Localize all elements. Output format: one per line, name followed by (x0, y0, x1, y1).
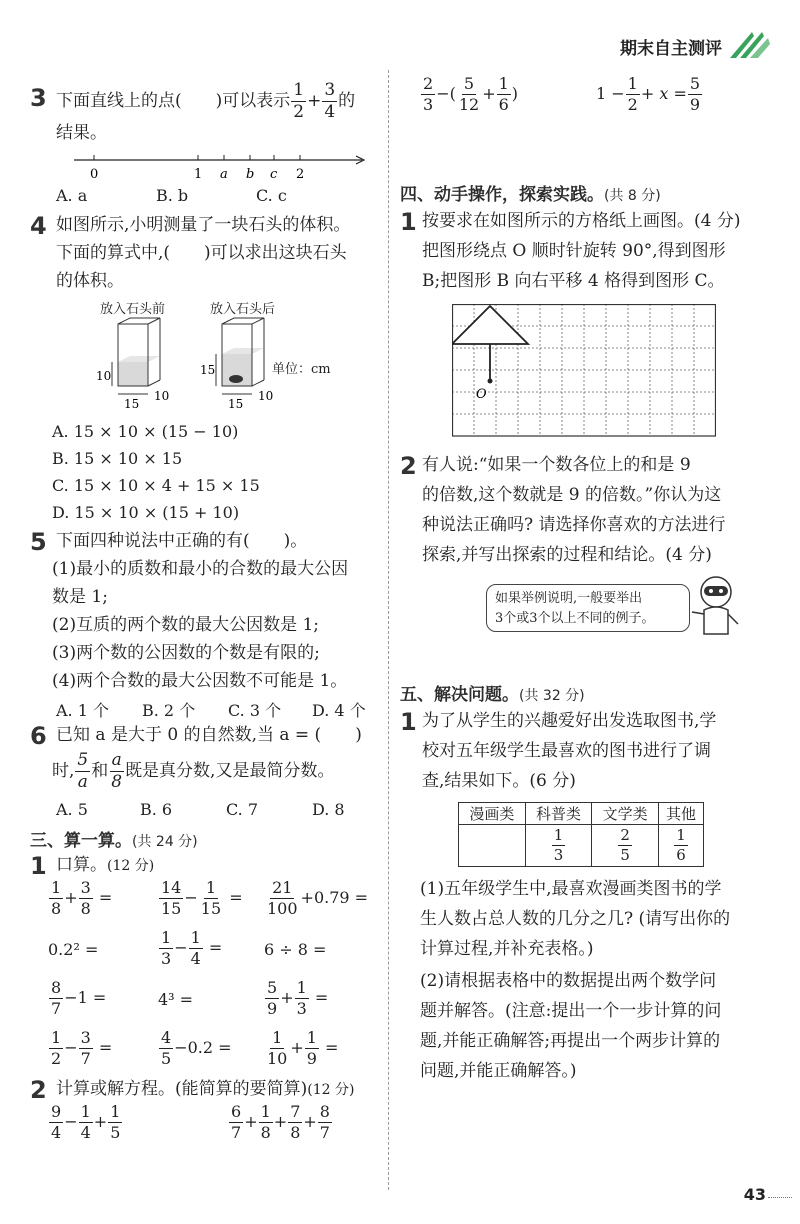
q5-line-3: 数是 1; (52, 587, 108, 607)
q5-option-a: A. 1 个 (56, 701, 109, 720)
after-label: 放入石头后 (210, 302, 276, 317)
q4-option-d: D. 15 × 10 × (15 + 10) (52, 503, 240, 522)
q6-line-2: 时, $\frac{5}{a}$ 和 $\frac{a}{8}$ 既是真分数,又是最简分数。 (52, 750, 335, 792)
q4-option-a: A. 15 × 10 × (15 − 10) (52, 422, 239, 441)
q5-line-2: (1)最小的质数和最小的合数的最大公因 (52, 559, 349, 579)
q5-option-d: D. 4 个 (312, 701, 366, 720)
s5q1-line-1: 为了从学生的兴趣爱好出发选取图书,学 (422, 711, 717, 731)
s5q1-sub-4: (2)请根据表格中的数据提出两个数学问 (420, 971, 717, 991)
s5q1-number: 1 (400, 708, 417, 736)
calc-r4c2: $\frac{4}{5}$ −0.2 = (161, 1028, 232, 1068)
before-depth: 10 (154, 389, 170, 403)
page-header-title: 期末自主测评 (620, 39, 722, 59)
s4q2-line-4: 探索,并写出探索的过程和结论。(4 分) (422, 545, 712, 565)
q6-option-a: A. 5 (56, 800, 88, 819)
s3q1-number: 1 (30, 852, 47, 880)
container-before (96, 318, 169, 411)
s4q1-line-1: 按要求在如图所示的方格纸上画图。(4 分) (422, 211, 741, 231)
tick-0: 0 (90, 167, 99, 182)
table-cell: $\frac{2}{5}$ (592, 825, 659, 867)
q5-option-b: B. 2 个 (142, 701, 196, 720)
q5-number: 5 (30, 528, 47, 556)
robot-mascot-icon (690, 572, 746, 638)
tick-2: 2 (296, 167, 305, 182)
s5q1-line-3: 查,结果如下。(6 分) (422, 771, 576, 791)
header-logo-icon (728, 26, 772, 60)
calc-r3c2: 4³ = (158, 990, 194, 1009)
q6-option-c: C. 7 (226, 800, 259, 819)
after-depth: 10 (258, 389, 274, 403)
table-cell-comic-blank[interactable] (459, 825, 526, 867)
q6-option-d: D. 8 (312, 800, 345, 819)
q3-number: 3 (30, 84, 47, 112)
simp-e4: 1 − $\frac{1}{2}$ + x = $\frac{5}{9}$ (596, 74, 701, 114)
hint-line-2: 3个或3个以上不同的例子。 (495, 611, 655, 626)
q5-line-6: (4)两个合数的最大公因数不可能是 1。 (52, 671, 348, 691)
before-label: 放入石头前 (100, 302, 166, 317)
table-cell: $\frac{1}{3}$ (525, 825, 592, 867)
book-preference-table (458, 802, 704, 867)
q5-line-5: (3)两个数的公因数的个数是有限的; (52, 643, 320, 663)
simp-e1: $\frac{9}{4}$ − $\frac{1}{4}$ + $\frac{1}{5}$ (51, 1102, 121, 1142)
container-after (200, 318, 273, 411)
s3q2-title: 计算或解方程。(能简算的要简算)(12 分) (56, 1079, 355, 1099)
tick-c: c (270, 167, 278, 182)
calc-r2c3: 6 ÷ 8 = (264, 940, 327, 959)
point-o (488, 379, 493, 384)
calc-r4c1: $\frac{1}{2}$ − $\frac{3}{7}$ = (51, 1028, 113, 1068)
hint-bubble (486, 584, 690, 632)
s5q1-line-2: 校对五年级学生最喜欢的图书进行了调 (422, 741, 711, 761)
table-header: 文学类 (592, 803, 659, 825)
before-width: 15 (124, 397, 140, 411)
q3-option-b: B. b (156, 186, 189, 205)
q5-option-c: C. 3 个 (228, 701, 282, 720)
q4-number: 4 (30, 212, 47, 240)
after-height: 15 (200, 363, 216, 377)
shape-a (452, 306, 528, 344)
table-header: 科普类 (525, 803, 592, 825)
calc-r1c1: $\frac{1}{8}$ + $\frac{3}{8}$ = (51, 878, 113, 918)
q3-number-line (70, 148, 370, 182)
s5q1-sub-7: 问题,并能正确解答。) (420, 1061, 577, 1081)
after-width: 15 (228, 397, 244, 411)
q5-line-1: 下面四种说法中正确的有( )。 (56, 531, 308, 551)
s3q1-title: 口算。(12 分) (56, 855, 155, 875)
s5q1-sub-2: 生人数占总人数的几分之几? (请写出你的 (420, 909, 731, 929)
q4-line-2: 下面的算式中,( )可以求出这块石头 (56, 243, 347, 263)
tick-1: 1 (194, 167, 203, 182)
table-header: 漫画类 (459, 803, 526, 825)
calc-r4c3: $\frac{1}{10}$ + $\frac{1}{9}$ = (267, 1028, 339, 1068)
calc-r3c1: $\frac{8}{7}$ −1 = (51, 978, 107, 1018)
table-header: 其他 (659, 803, 704, 825)
section-5-heading: 五、解决问题。(共 32 分) (400, 685, 585, 705)
s3q2-number: 2 (30, 1076, 47, 1104)
s4q2-line-2: 的倍数,这个数就是 9 的倍数。”你认为这 (422, 485, 722, 505)
s4q1-line-3: B;把图形 B 向右平移 4 格得到图形 C。 (422, 271, 725, 291)
q4-option-c: C. 15 × 10 × 4 + 15 × 15 (52, 476, 260, 495)
grid-paper (452, 304, 716, 440)
q6-line-1: 已知 a 是大于 0 的自然数,当 a = ( ) (56, 725, 362, 745)
q3-stem: 下面直线上的点( )可以表示 $\frac{1}{2}$ + $\frac{3}{4}$ 的 (56, 80, 356, 122)
s4q1-line-2: 把图形绕点 O 顺时针旋转 90°,得到图形 (422, 241, 726, 261)
q4-line-3: 的体积。 (56, 271, 124, 291)
stone-containers-figure (88, 316, 284, 412)
simp-e2: $\frac{6}{7}$ + $\frac{1}{8}$ + $\frac{7}{8}$ + $\frac{8}{7}$ (231, 1102, 330, 1142)
q4-option-b: B. 15 × 10 × 15 (52, 449, 183, 468)
page-number: 43 (743, 1185, 766, 1204)
s4q2-number: 2 (400, 452, 417, 480)
q6-option-b: B. 6 (140, 800, 173, 819)
q3-option-c: C. c (256, 186, 287, 205)
before-height: 10 (96, 369, 112, 383)
s4q1-number: 1 (400, 208, 417, 236)
s5q1-sub-6: 题,并能正确解答;再提出一个两步计算的 (420, 1031, 721, 1051)
column-divider (388, 70, 389, 1190)
q5-line-4: (2)互质的两个数的最大公因数是 1; (52, 615, 320, 635)
calc-r1c3: $\frac{21}{100}$ +0.79 = (267, 878, 369, 918)
s5q1-sub-3: 计算过程,并补充表格。) (420, 939, 594, 959)
s4q2-line-1: 有人说:“如果一个数各位上的和是 9 (422, 455, 691, 475)
s5q1-sub-5: 题并解答。(注意:提出一个一步计算的问 (420, 1001, 722, 1021)
calc-r2c2: $\frac{1}{3}$ − $\frac{1}{4}$ = (161, 928, 223, 968)
calc-r3c3: $\frac{5}{9}$ + $\frac{1}{3}$ = (267, 978, 329, 1018)
s5q1-sub-1: (1)五年级学生中,最喜欢漫画类图书的学 (420, 879, 722, 899)
table-cell: $\frac{1}{6}$ (659, 825, 704, 867)
section-3-heading: 三、算一算。(共 24 分) (30, 831, 198, 851)
point-o-label: O (476, 387, 487, 402)
q6-number: 6 (30, 722, 47, 750)
calc-r2c1: 0.2² = (48, 940, 99, 959)
simp-e3: $\frac{2}{3}$ −( $\frac{5}{12}$ + $\frac{1}{6}$ ) (423, 74, 519, 114)
q4-line-1: 如图所示,小明测量了一块石头的体积。 (56, 215, 351, 235)
s4q2-line-3: 种说法正确吗? 请选择你喜欢的方法进行 (422, 515, 726, 535)
calc-r1c2: $\frac{14}{15}$ − $\frac{1}{15}$ = (161, 878, 243, 918)
tick-a: a (220, 167, 228, 182)
hint-line-1: 如果举例说明,一般要举出 (495, 591, 643, 606)
page-number-dots (768, 1197, 792, 1200)
section-4-heading: 四、动手操作，探索实践。(共 8 分) (400, 185, 661, 205)
q3-option-a: A. a (56, 186, 88, 205)
q3-stem-line2: 结果。 (56, 123, 107, 143)
tick-b: b (246, 167, 255, 182)
unit-label: 单位：cm (272, 362, 331, 377)
